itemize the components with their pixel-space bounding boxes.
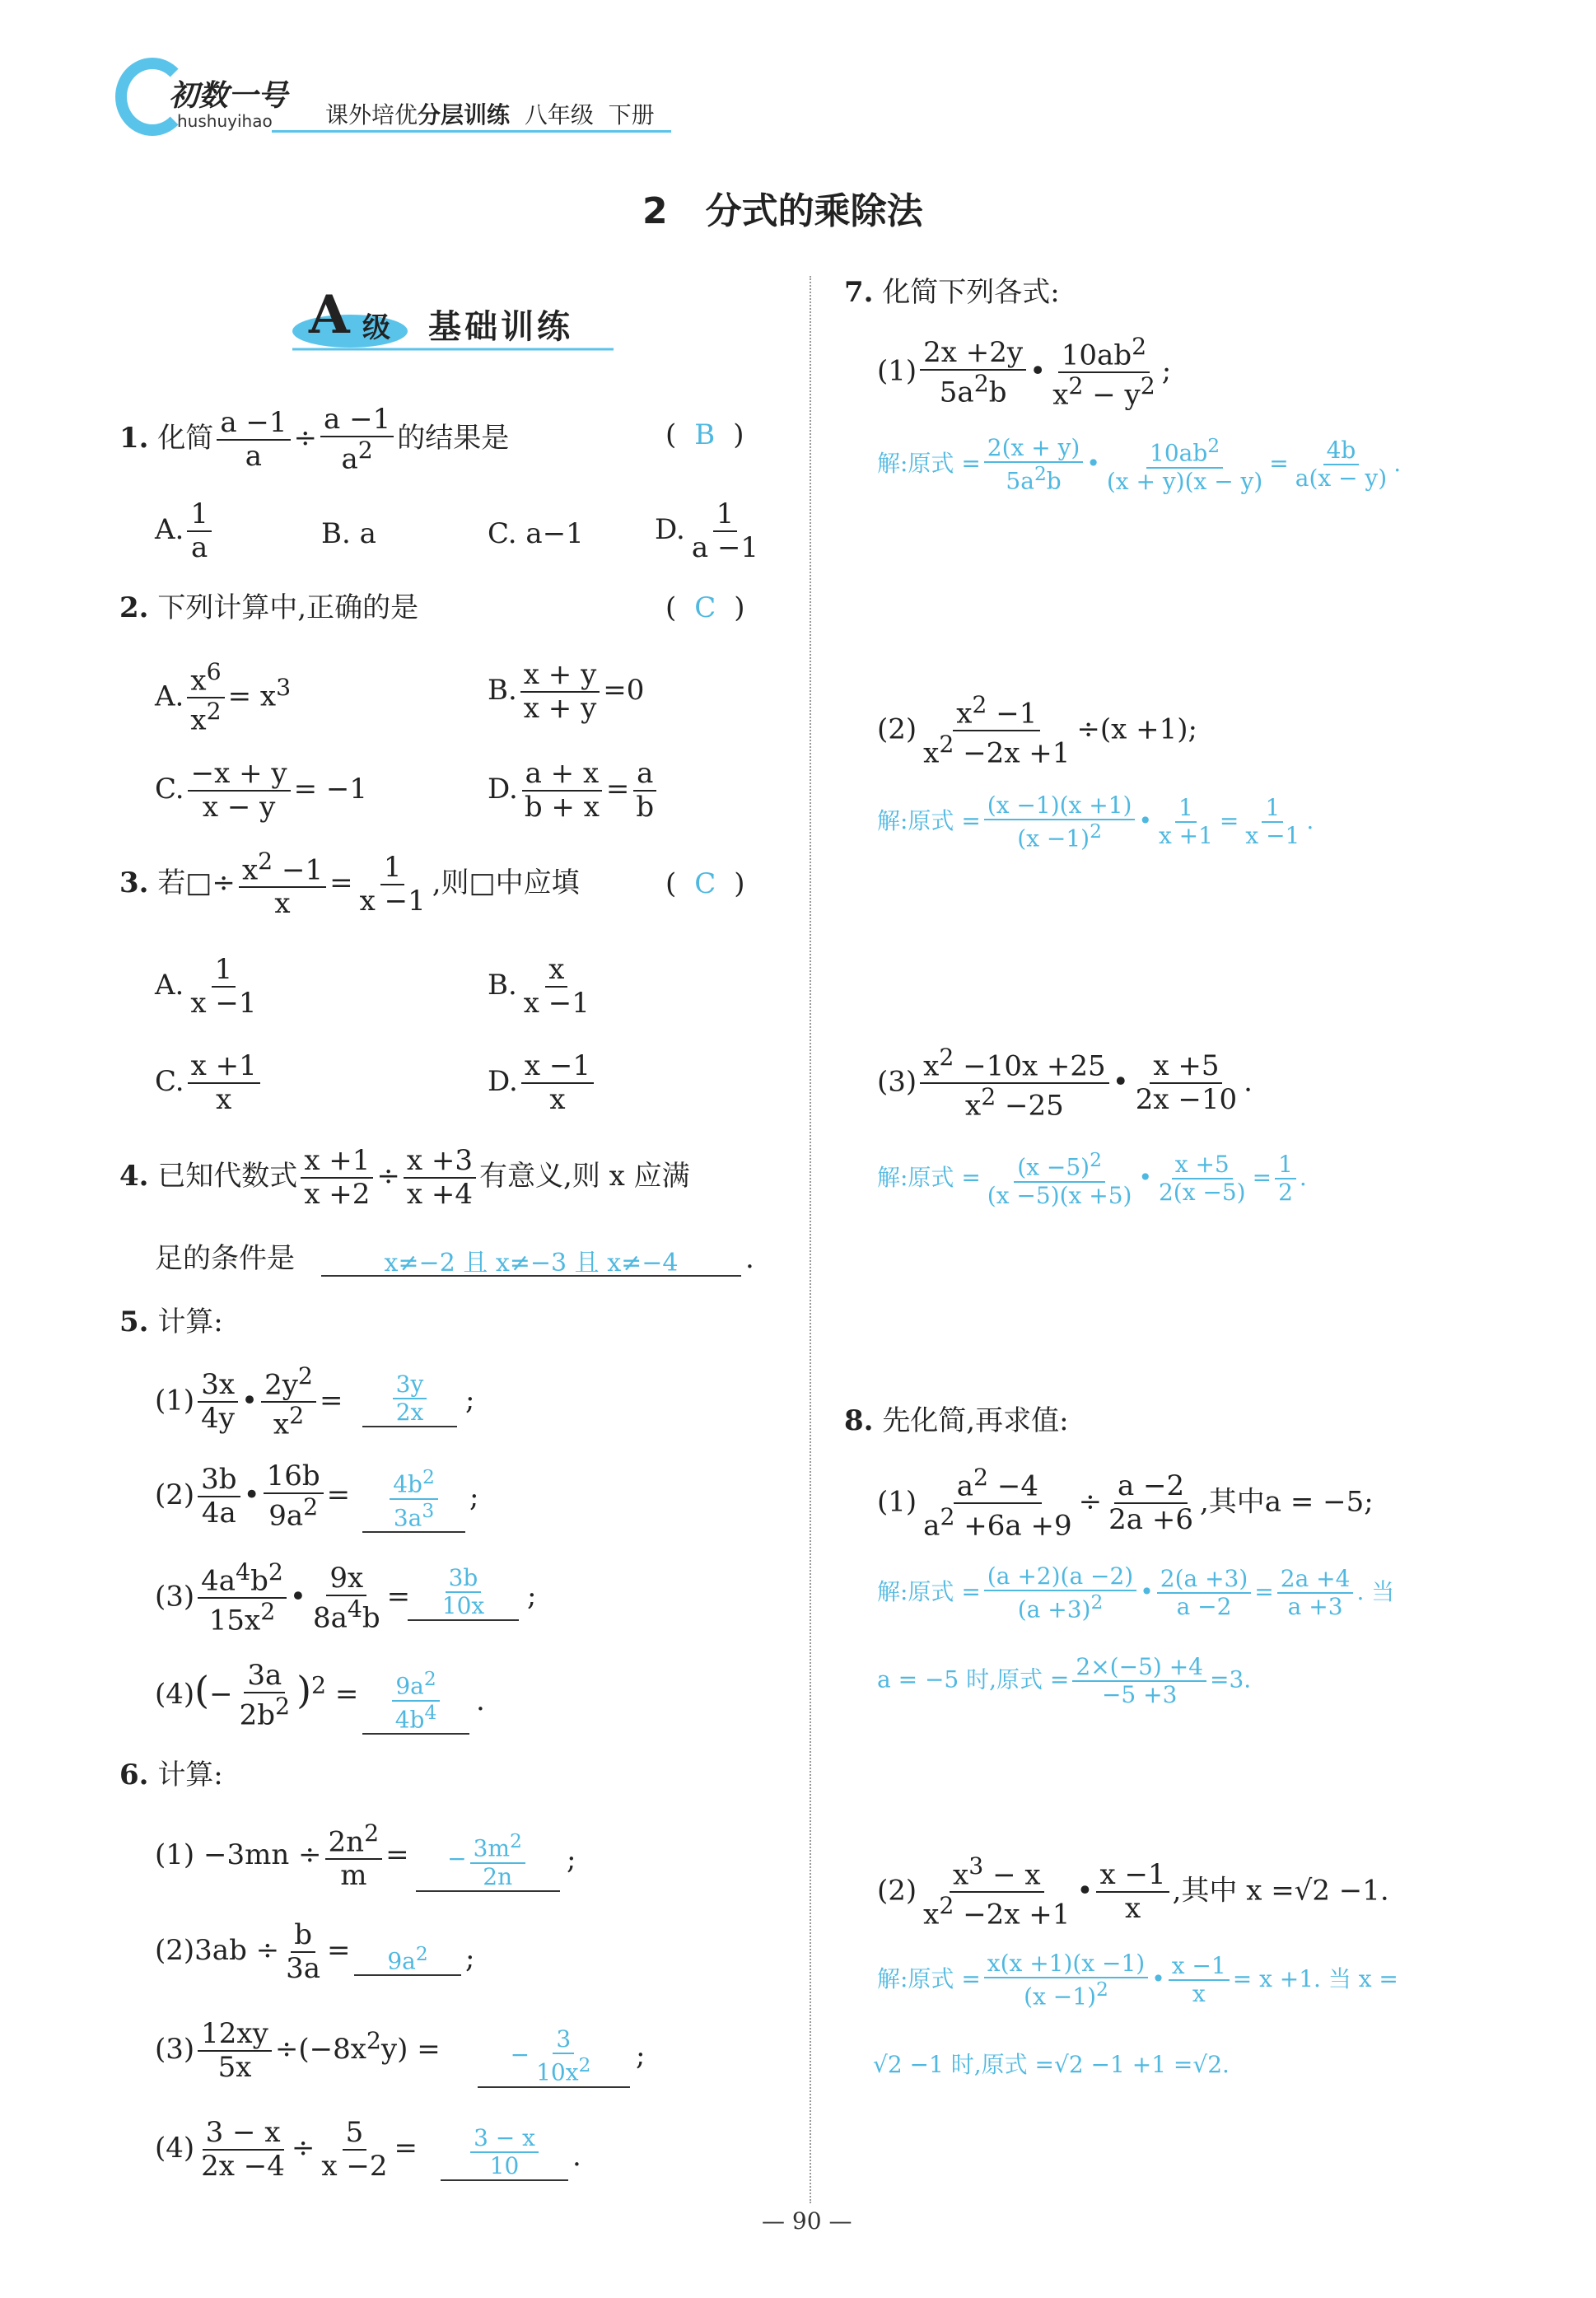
q6-item-2: (2)3ab ÷ $\frac{b}{3a}$ = xyxy=(155,1918,351,1986)
q6-period-4: . xyxy=(572,2140,581,2173)
column-divider xyxy=(810,276,811,2203)
question-6: 6. 计算: xyxy=(119,1759,223,1791)
logo-text: 初数一号 xyxy=(169,79,288,113)
q7-solution-1: 解:原式 = $\frac{2(x + y)}{5a^2b}$ • $\frac{10ab^2}{(x + y)(x - y)}$ = $\frac{4b}{a(x - y)}$ . xyxy=(877,434,1402,495)
question-3-answer: ( C ) xyxy=(665,867,745,900)
q3-option-c: C. $\frac{x +1}{x}$ xyxy=(155,1050,264,1116)
q6-semi-3: ; xyxy=(636,2039,646,2072)
q6-answer-1: − $\frac{3m^2}{2n}$ xyxy=(416,1830,560,1892)
q2-option-d: D. $\frac{a + x}{b + x}$ = $\frac{a}{b}$ xyxy=(488,758,660,824)
q8-solution-1: 解:原式 = $\frac{(a +2)(a -2)}{(a +3)^2}$ • $\frac{2(a +3)}{a -2}$ = $\frac{2a +4}{a +3}$ . 当 xyxy=(877,1562,1395,1623)
q1-option-b: B. a xyxy=(321,517,376,550)
question-4: 4. 已知代数式 $\frac{x +1}{x +2}$ ÷ $\frac{x +3}{x +4}$ 有意义,则 x 应满 xyxy=(119,1144,690,1212)
q2-option-b: B. $\frac{x + y}{x + y}$ =0 xyxy=(488,658,645,726)
q6-answer-2: $9a^2$ xyxy=(354,1942,461,1976)
q2-option-c: C. $\frac{-x + y}{x - y}$ = −1 xyxy=(155,757,368,824)
q1-option-d: D. $\frac{1}{a -1}$ xyxy=(655,497,759,565)
question-8: 8. 先化简,再求值: xyxy=(844,1404,1069,1437)
q8-item-1: (1) $\frac{a^2 -4}{a^2 +6a +9}$ ÷ $\frac{a -2}{2a +6}$ ,其中a = −5; xyxy=(877,1464,1374,1543)
q6-answer-3: − $\frac{3}{10x^2}$ xyxy=(478,2026,630,2088)
question-5: 5. 计算: xyxy=(119,1305,223,1338)
q7-item-2: (2) $\frac{x^2 -1}{x^2 -2x +1}$ ÷(x +1); xyxy=(877,691,1197,770)
q5-item-3: (3) $\frac{4a^4b^2}{15x^2}$ • $\frac{9x}{8a^4b}$ = xyxy=(155,1558,411,1637)
question-3: 3. 若□÷ $\frac{x^2 -1}{x}$ = $\frac{1}{x -1}$ ,则□中应填 xyxy=(119,848,580,921)
q4-period: . xyxy=(745,1242,754,1275)
q5-answer-1: $\frac{3y}{2x}$ xyxy=(362,1371,457,1427)
q4-continuation: 足的条件是 xyxy=(155,1242,295,1275)
logo-pinyin: hushuyihao xyxy=(177,111,273,131)
q7-solution-2: 解:原式 = $\frac{(x -1)(x +1)}{(x -1)^2}$ • $\frac{1}{x +1}$ = $\frac{1}{x -1}$ . xyxy=(877,792,1314,852)
question-7: 7. 化简下列各式: xyxy=(844,276,1060,309)
question-2-answer: ( C ) xyxy=(665,591,745,624)
level-name: 基础训练 xyxy=(428,308,573,346)
q5-semi-2: ; xyxy=(469,1481,479,1514)
q4-answer-blank: x≠−2 且 x≠−3 且 x≠−4 xyxy=(321,1242,741,1277)
header-underline xyxy=(272,130,671,133)
q7-item-1: (1) $\frac{2x +2y}{5a^2b}$ • $\frac{10ab^2}{x^2 - y^2}$ ; xyxy=(877,333,1172,412)
q6-item-1: (1) −3mn ÷ $\frac{2n^2}{m}$ = xyxy=(155,1819,409,1893)
q7-item-3: (3) $\frac{x^2 -10x +25}{x^2 -25}$ • $\frac{x +5}{2x -10}$ . xyxy=(877,1044,1253,1123)
q3-option-a: A. $\frac{1}{x -1}$ xyxy=(155,953,257,1021)
q1-option-c: C. a−1 xyxy=(488,517,584,550)
q8-solution-2: 解:原式 = $\frac{x(x +1)(x -1)}{(x -1)^2}$ • $\frac{x -1}{x}$ = x +1. 当 x = xyxy=(877,1950,1398,2011)
q3-option-b: B. $\frac{x}{x -1}$ xyxy=(488,953,590,1021)
q8-solution-2b: √2 −1 时,原式 =√2 −1 +1 =√2. xyxy=(873,2051,1230,2078)
q5-item-1: (1) $\frac{3x}{4y}$ • $\frac{2y^2}{x^2}$ = xyxy=(155,1362,343,1441)
q2-option-a: A. $\frac{x^6}{x^2}$ = $x^3$ xyxy=(155,658,292,737)
q8-item-2: (2) $\frac{x^3 - x}{x^2 -2x +1}$ • $\frac{x -1}{x}$ ,其中 x =√2 −1. xyxy=(877,1852,1389,1931)
q5-answer-2: $\frac{4b^2}{3a^3}$ xyxy=(362,1466,465,1533)
question-1-answer: ( B ) xyxy=(665,418,744,451)
q5-answer-3: $\frac{3b}{10x}$ xyxy=(408,1565,519,1621)
q6-semi-1: ; xyxy=(567,1843,576,1876)
q6-semi-2: ; xyxy=(465,1942,475,1975)
q5-item-2: (2) $\frac{3b}{4a}$ • $\frac{16b}{9a^2}$ = xyxy=(155,1460,351,1533)
q5-period-4: . xyxy=(476,1684,485,1717)
q5-answer-4: $\frac{9a^2}{4b^4}$ xyxy=(362,1668,469,1735)
q3-option-d: D. $\frac{x -1}{x}$ xyxy=(488,1050,597,1116)
q6-item-3: (3) $\frac{12xy}{5x}$ $\div(-8x^2y)$ = xyxy=(155,2017,441,2085)
q5-semi-1: ; xyxy=(465,1384,475,1417)
q6-item-4: (4) $\frac{3 - x}{2x -4}$ ÷ $\frac{5}{x -2}$ = xyxy=(155,2116,418,2184)
series-title: 课外培优分层训练 八年级 下册 xyxy=(325,101,655,128)
question-1: 1. 化简 $\frac{a -1}{a}$ ÷ $\frac{a -1}{a^2}$ 的结果是 xyxy=(119,403,510,476)
level-letter: A xyxy=(309,284,350,346)
q6-answer-4: $\frac{3 - x}{10}$ xyxy=(441,2125,568,2181)
page-number: — 90 — xyxy=(762,2207,852,2235)
q5-item-4: (4)(− $\frac{3a}{2b^2}$ )$^2$ = xyxy=(155,1659,359,1732)
section-title: 2 分式的乘除法 xyxy=(642,190,923,232)
question-2: 2. 下列计算中,正确的是 xyxy=(119,591,419,624)
q8-solution-1b: a = −5 时,原式 = $\frac{2\times(-5) +4}{-5 +3}$ =3. xyxy=(877,1653,1252,1709)
q5-semi-3: ; xyxy=(527,1580,537,1613)
q1-option-a: A. $\frac{1}{a}$ xyxy=(155,498,215,564)
q7-solution-3: 解:原式 = $\frac{(x -5)^2}{(x -5)(x +5)}$ • $\frac{x +5}{2(x -5)}$ = $\frac{1}{2}$ . xyxy=(877,1148,1307,1209)
level-suffix: 级 xyxy=(362,311,390,344)
